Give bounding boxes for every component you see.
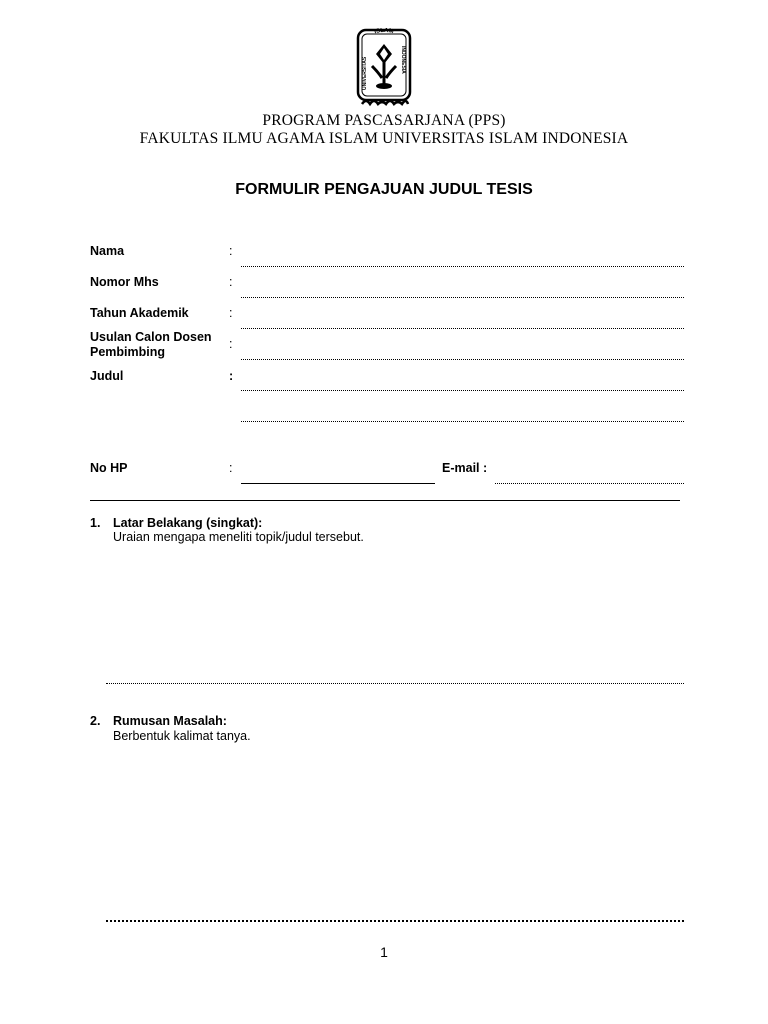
no-hp-colon: : bbox=[229, 461, 233, 475]
nama-field[interactable] bbox=[241, 266, 684, 267]
svg-text:ISLAM: ISLAM bbox=[373, 28, 395, 36]
no-hp-label: No HP bbox=[90, 461, 128, 475]
section-2-answer-line[interactable] bbox=[106, 920, 684, 922]
nama-colon: : bbox=[229, 244, 233, 258]
university-logo-emblem bbox=[352, 28, 416, 108]
section-divider bbox=[90, 500, 680, 501]
form-title: FORMULIR PENGAJUAN JUDUL TESIS bbox=[235, 181, 533, 198]
dosen-pembimbing-field[interactable] bbox=[241, 359, 684, 360]
nama-label: Nama bbox=[90, 244, 125, 258]
program-heading: PROGRAM PASCASARJANA (PPS) bbox=[262, 112, 506, 129]
dosen-pembimbing-colon: : bbox=[229, 337, 233, 351]
tahun-akademik-field[interactable] bbox=[241, 328, 684, 329]
no-hp-field[interactable] bbox=[241, 483, 435, 484]
section-2-description: Berbentuk kalimat tanya. bbox=[113, 729, 251, 743]
judul-colon: : bbox=[229, 369, 234, 383]
judul-label: Judul bbox=[90, 369, 124, 383]
nomor-mhs-field[interactable] bbox=[241, 297, 684, 298]
section-2-title: Rumusan Masalah: bbox=[113, 714, 227, 728]
tahun-akademik-colon: : bbox=[229, 306, 233, 320]
page-number: 1 bbox=[380, 944, 388, 960]
section-1-number: 1. bbox=[90, 516, 101, 530]
section-1-description: Uraian mengapa meneliti topik/judul tersebut. bbox=[113, 530, 364, 544]
dosen-pembimbing-label-line2: Pembimbing bbox=[90, 345, 166, 359]
svg-text:INDONESIA: INDONESIA bbox=[400, 46, 406, 74]
judul-field-line2[interactable] bbox=[241, 421, 684, 422]
faculty-heading: FAKULTAS ILMU AGAMA ISLAM UNIVERSITAS ISLAM INDONESIA bbox=[139, 130, 629, 147]
section-1-title: Latar Belakang (singkat): bbox=[113, 516, 263, 530]
section-1-answer-line[interactable] bbox=[106, 683, 684, 684]
email-field[interactable] bbox=[495, 483, 684, 484]
email-label: E-mail : bbox=[442, 461, 488, 475]
tahun-akademik-label: Tahun Akademik bbox=[90, 306, 189, 320]
svg-text:UNIVERSITAS: UNIVERSITAS bbox=[362, 56, 368, 90]
nomor-mhs-label: Nomor Mhs bbox=[90, 275, 159, 289]
section-2-number: 2. bbox=[90, 714, 101, 728]
nomor-mhs-colon: : bbox=[229, 275, 233, 289]
university-logo bbox=[352, 28, 416, 108]
judul-field-line1[interactable] bbox=[241, 390, 684, 391]
dosen-pembimbing-label-line1: Usulan Calon Dosen bbox=[90, 330, 212, 344]
